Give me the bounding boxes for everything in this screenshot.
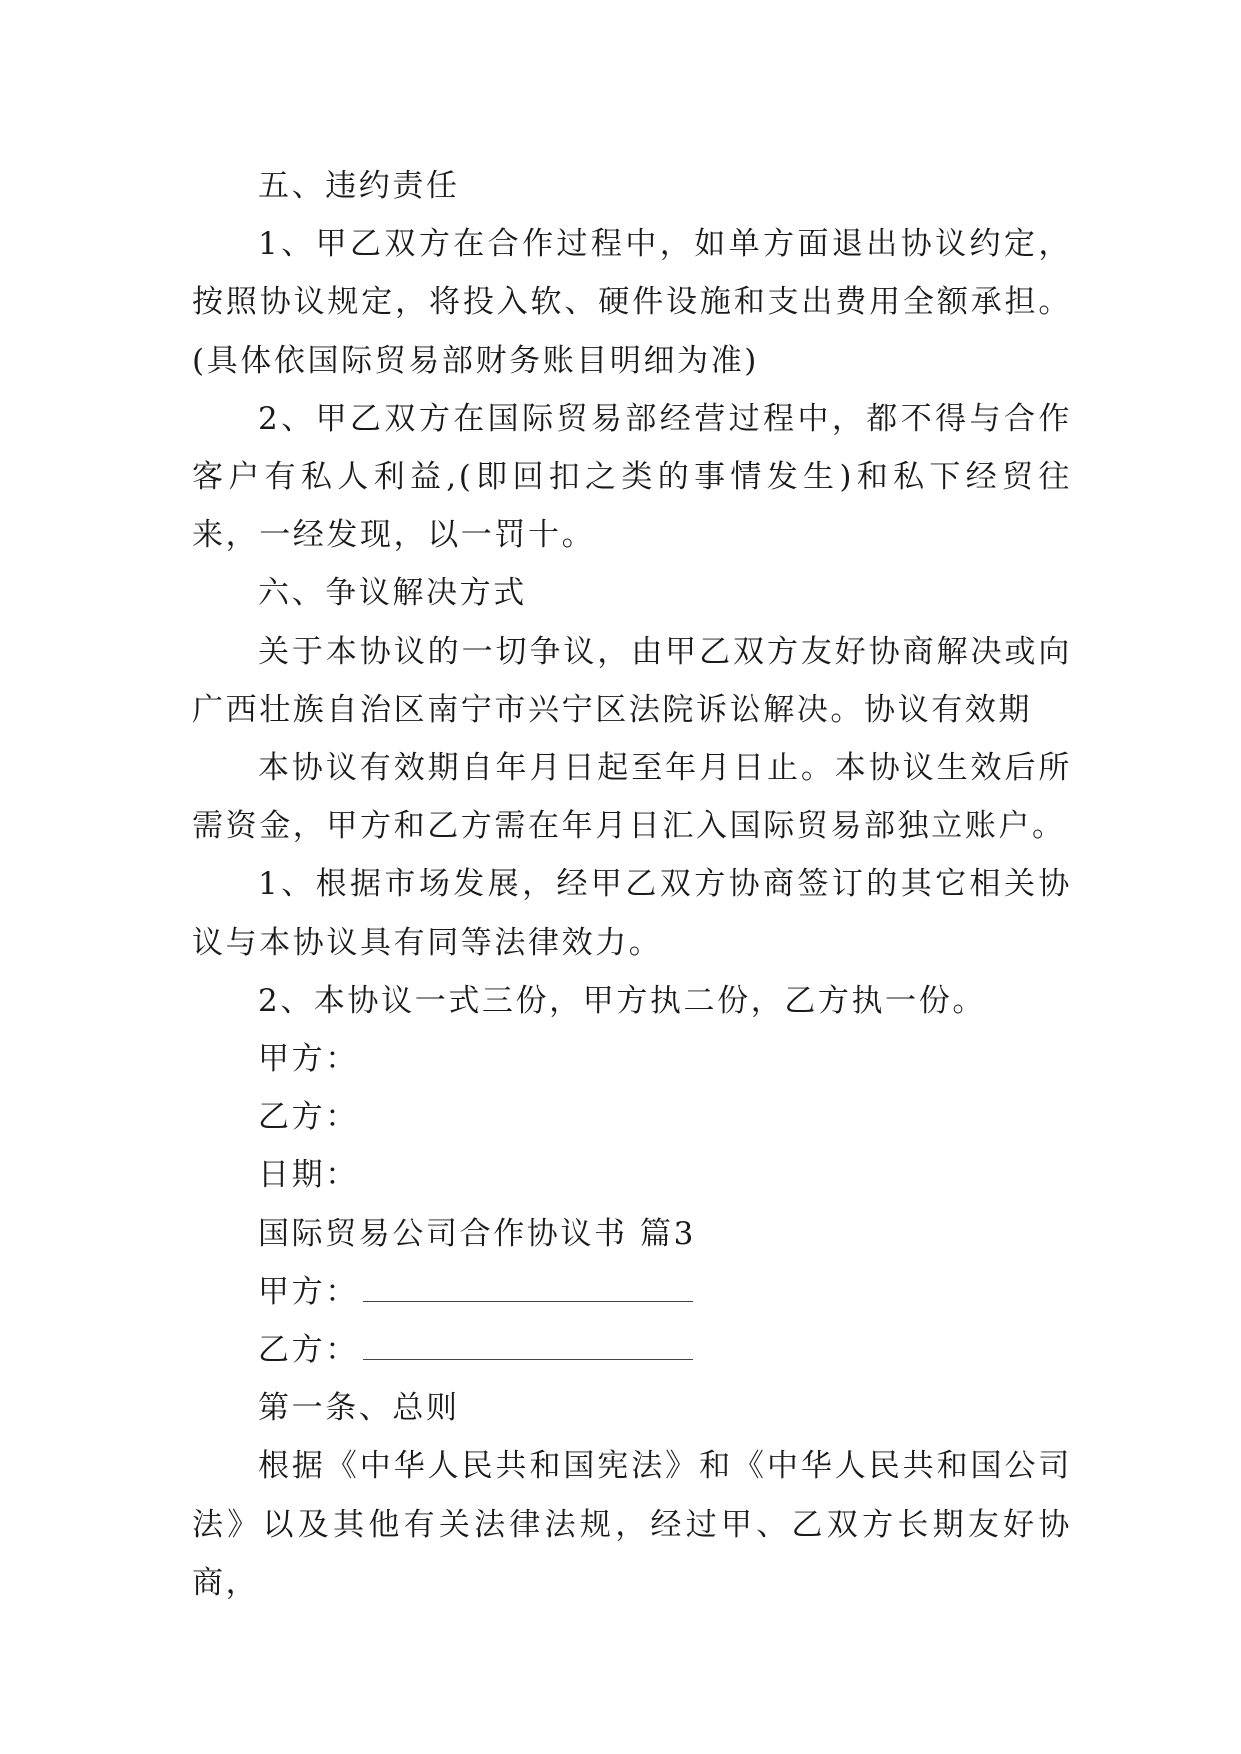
- signature-party-a: 甲方：: [258, 1041, 359, 1078]
- agreement-title-part-3: 国际贸易公司合作协议书 篇3: [258, 1215, 696, 1252]
- party-b-label: 乙方：: [258, 1332, 359, 1369]
- article-1-heading: 第一条、总则: [258, 1390, 460, 1427]
- party-b-line: [192, 1321, 1072, 1379]
- signature-date: 日期：: [258, 1157, 359, 1194]
- article-1-paragraph: 根据《中华人民共和国宪法》和《中华人民共和国公司法》以及其他有关法律法规，经过甲、乙双方长期友好协商，: [192, 1448, 1072, 1601]
- party-b-blank: [363, 1335, 693, 1360]
- paragraph-dispute: 关于本协议的一切争议，由甲乙双方友好协商解决或向广西壮族自治区南宁市兴宁区法院诉讼解决。协议有效期: [192, 633, 1072, 728]
- paragraph-clause-1: 1、根据市场发展，经甲乙双方协商签订的其它相关协议与本协议具有同等法律效力。: [192, 866, 1072, 961]
- section-heading-dispute: 六、争议解决方式: [258, 575, 527, 612]
- party-a-line: [192, 1263, 1072, 1321]
- party-a-label: 甲方：: [258, 1273, 359, 1310]
- section-heading-breach: 五、违约责任: [258, 168, 460, 204]
- paragraph-breach-2: 2、甲乙双方在国际贸易部经营过程中，都不得与合作客户有私人利益,(即回扣之类的事情发生)和私下经贸往来，一经发现，以一罚十。: [192, 400, 1072, 554]
- signature-party-b: 乙方：: [258, 1099, 359, 1136]
- paragraph-breach-1: 1、甲乙双方在合作过程中，如单方面退出协议约定，按照协议规定，将投入软、硬件设施和支出费用全额承担。(具体依国际贸易部财务账目明细为准): [192, 226, 1072, 379]
- document-body: [192, 157, 1072, 1612]
- paragraph-clause-2: 2、本协议一式三份，甲方执二份，乙方执一份。: [258, 982, 986, 1019]
- paragraph-validity: 本协议有效期自年月日起至年月日止。本协议生效后所需资金，甲方和乙方需在年月日汇入国际贸易部独立账户。: [192, 750, 1072, 845]
- party-a-blank: [363, 1277, 693, 1302]
